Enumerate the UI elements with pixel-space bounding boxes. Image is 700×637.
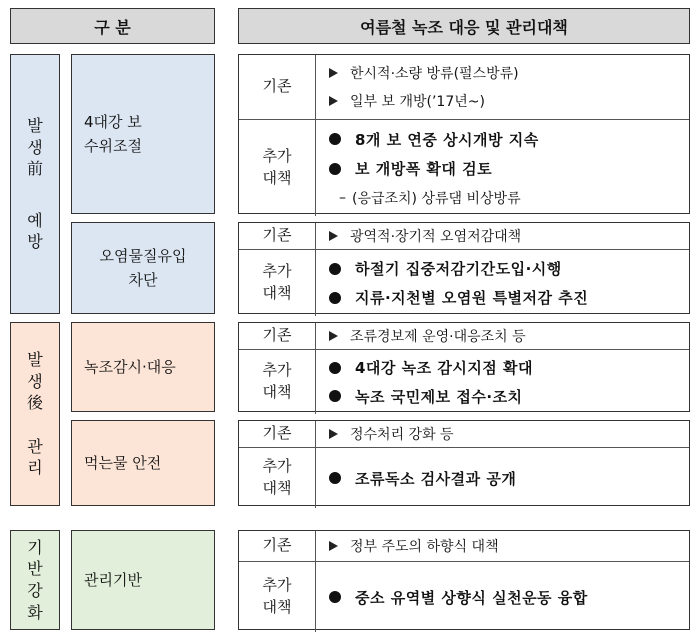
circle-bullet-icon	[329, 472, 341, 484]
added-row	[239, 447, 689, 508]
header-category-label: 구 분	[94, 17, 131, 37]
triangle-bullet-icon	[329, 429, 338, 439]
existing-row	[239, 531, 689, 561]
existing-label: 기존	[239, 531, 316, 561]
existing-row	[239, 55, 689, 119]
triangle-bullet-icon	[329, 68, 338, 78]
added-item: 8개 보 연중 상시개방 지속	[329, 129, 689, 150]
existing-row	[239, 323, 689, 349]
category-char: 리	[27, 458, 43, 478]
triangle-bullet-icon	[329, 541, 338, 551]
category-char: 방	[27, 232, 43, 252]
added-row	[239, 249, 689, 316]
existing-label: 기존	[239, 421, 316, 447]
subcategory-algae-monitoring	[71, 322, 215, 412]
subcategory-management-base	[71, 530, 215, 630]
existing-row	[239, 223, 689, 249]
added-row	[239, 119, 689, 216]
category-char: 화	[27, 602, 43, 622]
added-label: 추가 대책	[239, 448, 316, 508]
existing-item: 광역적·장기적 오염저감대책	[329, 226, 689, 246]
detail-weir-level	[238, 54, 690, 214]
added-row	[239, 349, 689, 414]
category-char: 생	[27, 137, 43, 157]
existing-items	[315, 323, 689, 349]
added-items	[315, 250, 689, 316]
category-management	[10, 322, 60, 506]
added-label: 추가 대책	[239, 120, 316, 216]
existing-label: 기존	[239, 223, 316, 249]
added-label: 추가 대책	[239, 562, 316, 632]
added-label: 추가 대책	[239, 250, 316, 316]
added-item: 4대강 녹조 감시지점 확대	[329, 357, 689, 378]
category-char: 관	[27, 436, 43, 456]
category-char: 前	[26, 159, 43, 179]
added-item: 조류독소 검사결과 공개	[329, 468, 689, 489]
header-title	[238, 8, 690, 44]
detail-drinking-water	[238, 420, 690, 506]
category-char: 발	[27, 350, 43, 370]
detail-management-base	[238, 530, 690, 630]
circle-bullet-icon	[329, 292, 341, 304]
circle-bullet-icon	[329, 163, 341, 175]
circle-bullet-icon	[329, 591, 341, 603]
existing-item: 일부 보 개방(’17년~)	[329, 91, 689, 111]
added-item: 보 개방폭 확대 검토	[329, 158, 689, 179]
existing-items	[315, 531, 689, 561]
existing-item: 정수처리 강화 등	[329, 424, 689, 444]
added-items	[315, 350, 689, 414]
subcategory-pollution-block	[71, 222, 215, 314]
existing-items	[315, 421, 689, 447]
subcategory-title-line: 4대강 보	[84, 113, 142, 131]
subcategory-title-line: 수위조절	[84, 137, 142, 155]
added-items	[315, 448, 689, 508]
category-char: 발	[27, 116, 43, 136]
existing-row	[239, 421, 689, 447]
circle-bullet-icon	[329, 390, 341, 402]
subcategory-title-line: 관리기반	[84, 571, 142, 589]
existing-label: 기존	[239, 55, 316, 119]
existing-items	[315, 223, 689, 249]
subcategory-title-line: 차단	[128, 271, 158, 289]
subcategory-title-line: 먹는물 안전	[84, 454, 162, 472]
existing-item: 한시적·소량 방류(펄스방류)	[329, 63, 689, 83]
category-foundation	[10, 530, 60, 630]
subcategory-drinking-water	[71, 420, 215, 506]
detail-algae-monitoring	[238, 322, 690, 412]
triangle-bullet-icon	[329, 96, 338, 106]
detail-pollution-block	[238, 222, 690, 314]
category-char: 예	[27, 210, 43, 230]
added-item: 하절기 집중저감기간도입·시행	[329, 258, 689, 279]
subcategory-title-line: 오염물질유입	[99, 247, 187, 265]
added-row	[239, 561, 689, 632]
circle-bullet-icon	[329, 133, 341, 145]
added-items	[315, 120, 689, 216]
header-category	[10, 8, 215, 44]
existing-items	[315, 55, 689, 119]
circle-bullet-icon	[329, 362, 341, 374]
triangle-bullet-icon	[329, 231, 338, 241]
triangle-bullet-icon	[329, 331, 338, 341]
added-subitem: – (응급조치) 상류댐 비상방류	[339, 189, 521, 207]
dash-bullet-icon: –	[339, 189, 346, 206]
existing-label: 기존	[239, 323, 316, 349]
added-label: 추가 대책	[239, 350, 316, 414]
category-char: 생	[27, 371, 43, 391]
subcategory-weir-level	[71, 54, 215, 214]
category-char: 강	[27, 581, 43, 600]
circle-bullet-icon	[329, 263, 341, 275]
subcategory-title-line: 녹조감시·대응	[84, 358, 176, 376]
added-items	[315, 562, 689, 632]
existing-item: 조류경보제 운영·대응조치 등	[329, 326, 689, 346]
category-char: 반	[27, 559, 43, 579]
category-char: 後	[26, 393, 43, 413]
category-prevention	[10, 54, 60, 314]
added-item: 지류·지천별 오염원 특별저감 추진	[329, 287, 689, 308]
added-item: 녹조 국민제보 접수·조치	[329, 386, 689, 407]
added-item: 중소 유역별 상향식 실천운동 융합	[329, 587, 689, 608]
header-title-label: 여름철 녹조 대응 및 관리대책	[360, 17, 568, 37]
existing-item: 정부 주도의 하향식 대책	[329, 536, 689, 556]
category-char: 기	[27, 537, 43, 557]
